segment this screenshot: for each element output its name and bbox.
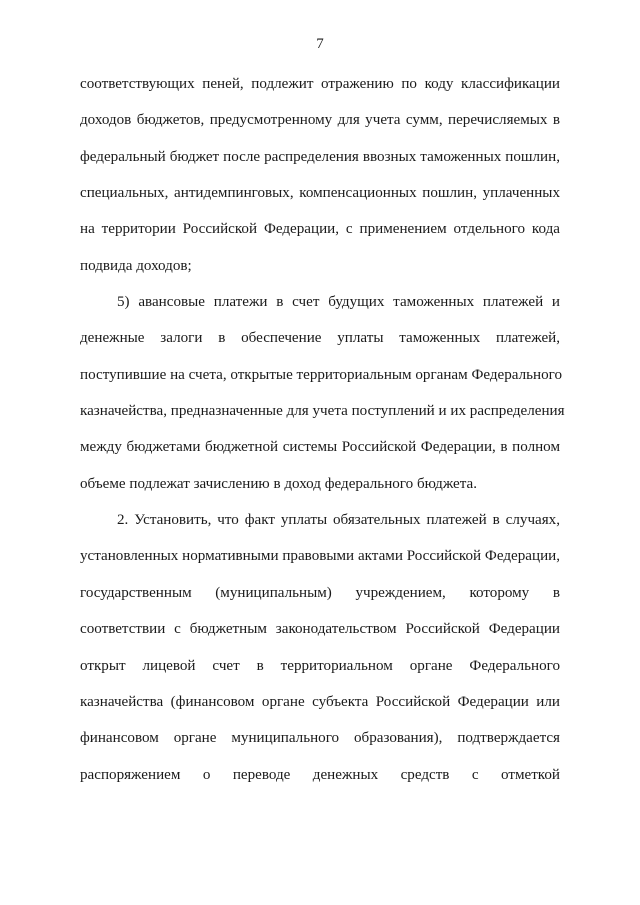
- text-line: денежные залоги в обеспечение уплаты таможенных платежей,: [80, 330, 560, 347]
- text-line: 5) авансовые платежи в счет будущих таможенных платежей и: [117, 294, 560, 311]
- text-line: подвида доходов;: [80, 257, 192, 274]
- text-line: 2. Установить, что факт уплаты обязательных платежей в случаях,: [117, 512, 560, 529]
- text-line: федеральный бюджет после распределения ввозных таможенных пошлин,: [80, 148, 560, 165]
- text-line: на территории Российской Федерации, с применением отдельного кода: [80, 221, 560, 238]
- text-line: казначейства (финансовом органе субъекта Российской Федерации или: [80, 693, 560, 710]
- paragraph: [80, 509, 560, 800]
- paragraph: [80, 73, 560, 291]
- text-line: соответствии с бюджетным законодательством Российской Федерации: [80, 621, 560, 638]
- text-line: поступившие на счета, открытые территориальным органам Федерального: [80, 366, 563, 383]
- text-line: доходов бюджетов, предусмотренному для учета сумм, перечисляемых в: [80, 112, 560, 129]
- text-line: специальных, антидемпинговых, компенсационных пошлин, уплаченных: [80, 185, 560, 202]
- text-line: между бюджетами бюджетной системы Российской Федерации, в полном: [80, 439, 560, 456]
- text-line: государственным (муниципальным) учреждением, которому в: [80, 584, 560, 601]
- text-line: распоряжением о переводе денежных средств с отметкой: [80, 766, 560, 783]
- page-number: 7: [316, 36, 324, 52]
- paragraph: [80, 291, 565, 509]
- text-line: соответствующих пеней, подлежит отражению по коду классификации: [80, 76, 560, 92]
- document-body: [80, 73, 565, 800]
- text-line: казначейства, предназначенные для учета поступлений и их распределения: [80, 403, 565, 420]
- text-line: объеме подлежат зачислению в доход федерального бюджета.: [80, 475, 477, 492]
- text-line: финансовом органе муниципального образования), подтверждается: [80, 730, 560, 747]
- text-line: открыт лицевой счет в территориальном органе Федерального: [80, 657, 560, 674]
- text-line: установленных нормативными правовыми актами Российской Федерации,: [80, 548, 560, 565]
